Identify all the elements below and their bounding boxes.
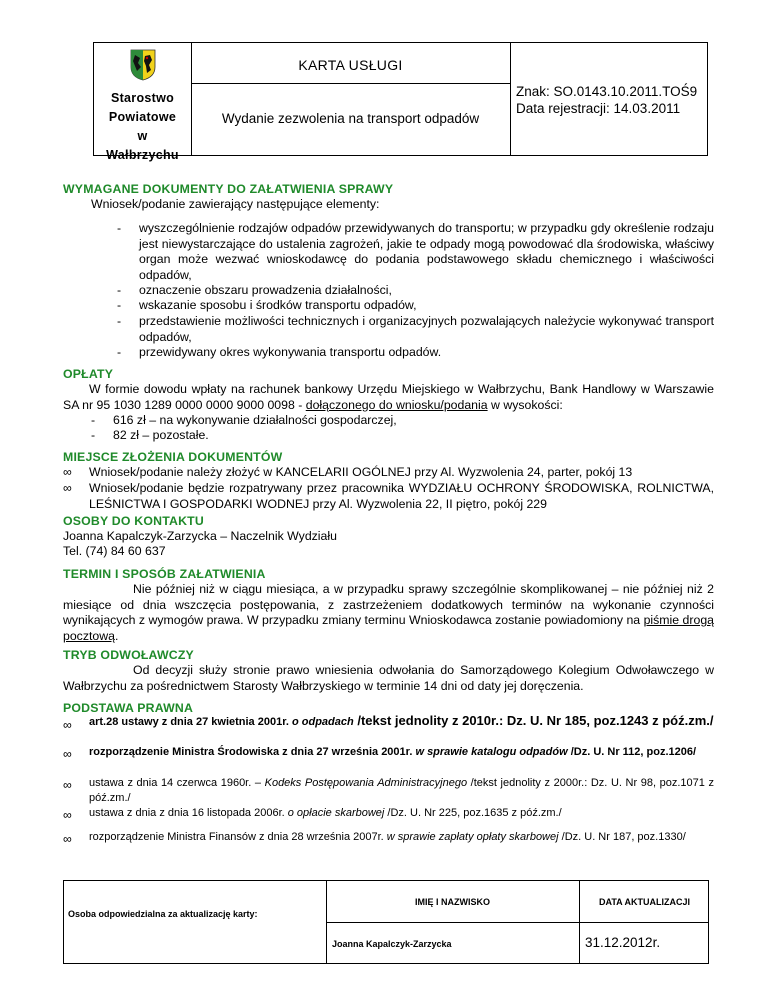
required-item: wskazanie sposobu i środków transportu odpadów, <box>139 298 417 312</box>
responsible-name: Joanna Kapalczyk-Zarzycka <box>332 939 452 949</box>
update-info-table <box>63 880 709 964</box>
bullet-icon: ∞ <box>63 718 72 732</box>
contact-name: Joanna Kapalczyk-Zarzycka – Naczelnik Wydziału <box>63 529 337 543</box>
legal-item: ustawa z dnia 14 czerwca 1960r. – Kodeks Postępowania Administracyjnego /tekst jednolity z 2000r.: Dz. U. Nr 98, poz.1071 z póź.zm./ <box>89 777 714 804</box>
legal-item: rozporządzenie Ministra Środowiska z dnia 27 września 2001r. w sprawie katalogu odpadów /Dz. U. Nr 112, poz.1206/ <box>89 746 697 758</box>
service-title: Wydanie zezwolenia na transport odpadów <box>221 111 480 126</box>
required-item: przewidywany okres wykonywania transportu odpadów. <box>139 345 442 359</box>
submission-place-heading: MIEJSCE ZŁOŻENIA DOKUMENTÓW <box>63 450 283 464</box>
name-column-header: IMIĘ I NAZWISKO <box>415 897 490 907</box>
reference-info <box>516 83 697 117</box>
registration-date: Data rejestracji: 14.03.2011 <box>516 101 681 116</box>
bullet-icon: ∞ <box>63 481 72 495</box>
bullet-icon: ∞ <box>63 832 72 846</box>
bullet-icon: ∞ <box>63 808 72 822</box>
date-column-header: DATA AKTUALIZACJI <box>599 897 690 907</box>
bullet-icon: ∞ <box>63 778 72 792</box>
fee-item: 616 zł – na wykonywanie działalności gospodarczej, <box>113 413 397 427</box>
required-docs-heading: WYMAGANE DOKUMENTY DO ZAŁATWIENIA SPRAWY <box>63 182 394 196</box>
legal-item: art.28 ustawy z dnia 27 kwietnia 2001r. o odpadach /tekst jednolity z 2010r.: Dz. U. Nr 185, poz.1243 z póź.zm./ <box>89 713 714 728</box>
org-name: Starostwo Powiatowe w Wałbrzychu <box>106 91 179 162</box>
deadline-text: Nie później niż w ciągu miesiąca, a w przypadku sprawy szczególnie skomplikowanej – nie później niż 2 miesiące od dnia wszczęcia postępowania, z zastrzeżeniem dodatkowych terminów na wykonanie czynności wynikających z wymogów prawa. W przypadku zmiany terminu Wnioskodawca zostanie powiadomiony na piśmie drogą pocztową. <box>63 582 715 643</box>
fees-heading: OPŁATY <box>63 367 114 381</box>
submission-item: Wniosek/podanie będzie rozpatrywany przez pracownika WYDZIAŁU OCHRONY ŚRODOWISKA, ROLNICTWA, LEŚNICTWA I GOSPODARKI WODNEJ przy Al. Wyzwolenia 22, II piętro, pokój 229 <box>89 481 714 511</box>
legal-item: rozporządzenie Ministra Finansów z dnia 28 września 2007r. w sprawie zapłaty opłaty skarbowej /Dz. U. Nr 187, poz.1330/ <box>89 831 686 843</box>
appeal-text: Od decyzji służy stronie prawo wniesienia odwołania do Samorządowego Kolegium Odwoławczego w Wałbrzychu za pośrednictwem Starosty Wałbrzyskiego w terminie 14 dni od daty jej doręczenia. <box>63 663 714 693</box>
coat-of-arms-icon <box>130 49 156 81</box>
fees-text: W formie dowodu wpłaty na rachunek bankowy Urzędu Miejskiego w Wałbrzychu, Bank Handlowy w Warszawie SA nr 95 1030 1289 0000 0000 9000 0098 - dołączonego do wniosku/podania w wysokości: <box>63 382 714 412</box>
bullet-icon: ∞ <box>63 747 72 761</box>
submission-item: Wniosek/podanie należy złożyć w KANCELARII OGÓLNEJ przy Al. Wyzwolenia 24, parter, pokój 13 <box>89 465 633 479</box>
required-item: wyszczególnienie rodzajów odpadów przewidywanych do transportu; w przypadku gdy określenie rodzaju jest niewystarczające do ustalenia zagrożeń, jakie te odpady mogą powodować dla środowiska, właściwy organ może wezwać wnioskodawcę do podania podstawowego składu chemicznego i właściwości odpadów, <box>139 221 714 282</box>
required-item: oznaczenie obszaru prowadzenia działalności, <box>139 283 392 297</box>
bullet-icon: ∞ <box>63 465 72 479</box>
reference-number: Znak: SO.0143.10.2011.TOŚ9 <box>516 84 698 99</box>
contact-phone: Tel. (74) 84 60 637 <box>63 544 166 558</box>
legal-basis-heading: PODSTAWA PRAWNA <box>63 701 194 715</box>
legal-item: ustawa z dnia z dnia 16 listopada 2006r. o opłacie skarbowej /Dz. U. Nr 225, poz.1635 z póź.zm./ <box>89 807 562 819</box>
update-date: 31.12.2012r. <box>585 935 661 950</box>
appeal-heading: TRYB ODWOŁAWCZY <box>63 648 194 662</box>
responsible-label: Osoba odpowiedzialna za aktualizację karty: <box>68 909 258 919</box>
fee-item: 82 zł – pozostałe. <box>113 428 209 442</box>
deadline-heading: TERMIN I SPOSÓB ZAŁATWIENIA <box>63 567 266 581</box>
contact-heading: OSOBY DO KONTAKTU <box>63 514 204 528</box>
required-item: przedstawienie możliwości technicznych i organizacyjnych pozwalających należycie wykonywać transport odpadów, <box>139 314 714 344</box>
required-docs-intro: Wniosek/podanie zawierający następujące elementy: <box>91 197 380 211</box>
card-title: KARTA USŁUGI <box>298 57 403 73</box>
header-table <box>93 42 708 162</box>
